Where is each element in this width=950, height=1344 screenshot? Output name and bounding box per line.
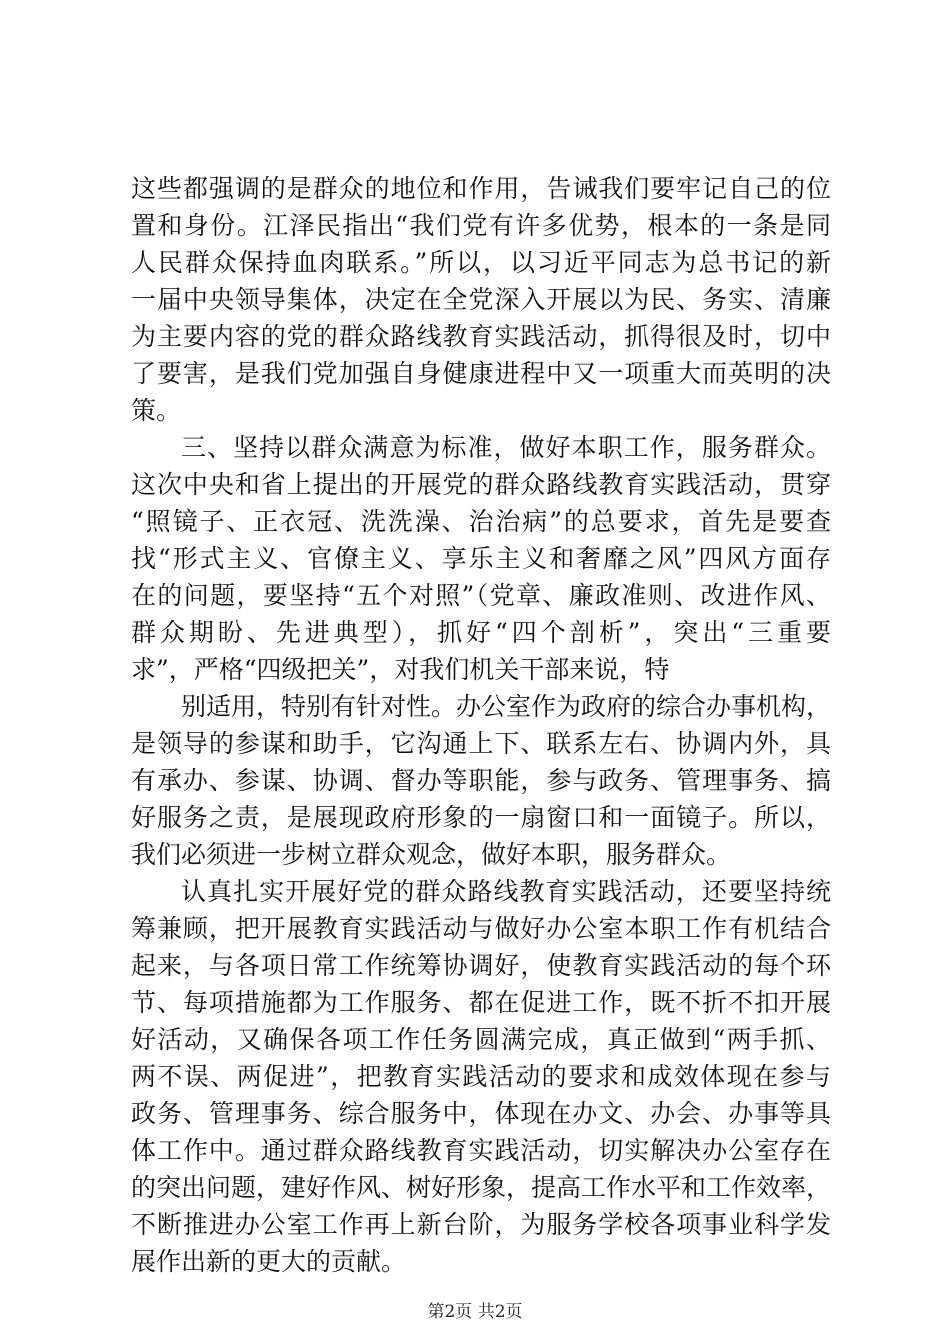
paragraph: [131, 429, 831, 688]
text-line: 的突出问题，建好作风、树好形象，提高工作水平和工作效率，: [131, 1173, 832, 1202]
text-line: 我们必须进一步树立群众观念，做好本职，服务群众。: [131, 840, 732, 869]
text-line: 体工作中。通过群众路线教育实践活动，切实解决办公室存在: [131, 1136, 831, 1165]
text-line: 好活动，又确保各项工作任务圆满完成，真正做到“两手抓、: [131, 1025, 831, 1054]
document-body: [131, 170, 831, 1280]
text-line: 这些都强调的是群众的地位和作用，告诫我们要牢记自己的位: [131, 174, 831, 203]
text-line: 节、每项措施都为工作服务、都在促进工作，既不折不扣开展: [131, 988, 831, 1017]
text-line: 别适用，特别有针对性。办公室作为政府的综合办事机构，: [181, 692, 832, 721]
text-line: 这次中央和省上提出的开展党的群众路线教育实践活动，贯穿: [131, 470, 831, 499]
text-line: 人民群众保持血肉联系。”所以，以习近平同志为总书记的新: [131, 248, 831, 277]
text-line: 群众期盼、先进典型），抓好“四个剖析”，突出“三重要: [131, 618, 831, 647]
text-line: 有承办、参谋、协调、督办等职能，参与政务、管理事务、搞: [131, 766, 831, 795]
text-line: “照镜子、正衣冠、洗洗澡、治治病”的总要求，首先是要查: [131, 507, 831, 536]
paragraph: [131, 170, 831, 429]
page-number-footer: 第2页 共2页: [427, 1302, 523, 1322]
text-line: 两不误、两促进”，把教育实践活动的要求和成效体现在参与: [131, 1062, 831, 1091]
text-line: 认真扎实开展好党的群众路线教育实践活动，还要坚持统: [181, 877, 831, 906]
text-line: 策。: [131, 396, 182, 425]
text-line: 了要害，是我们党加强自身健康进程中又一项重大而英明的决: [131, 359, 831, 388]
text-line: 在的问题，要坚持“五个对照”（党章、廉政准则、改进作风、: [131, 581, 831, 610]
text-line: 一届中央领导集体，决定在全党深入开展以为民、务实、清廉: [131, 285, 831, 314]
text-line: 起来，与各项日常工作统筹协调好，使教育实践活动的每个环: [131, 951, 831, 980]
text-line: 三、坚持以群众满意为标准，做好本职工作，服务群众。: [181, 433, 831, 462]
text-line: 为主要内容的党的群众路线教育实践活动，抓得很及时，切中: [131, 322, 831, 351]
text-line: 筹兼顾，把开展教育实践活动与做好办公室本职工作有机结合: [131, 914, 831, 943]
text-line: 置和身份。江泽民指出“我们党有许多优势，根本的一条是同: [131, 211, 831, 240]
text-line: 不断推进办公室工作再上新台阶，为服务学校各项事业科学发: [131, 1210, 831, 1239]
text-line: 展作出新的更大的贡献。: [131, 1247, 407, 1276]
text-line: 好服务之责，是展现政府形象的一扇窗口和一面镜子。所以，: [131, 803, 831, 832]
paragraph: [131, 688, 831, 873]
text-line: 找“形式主义、官僚主义、享乐主义和奢靡之风”四风方面存: [131, 544, 831, 573]
text-line: 政务、管理事务、综合服务中，体现在办文、办会、办事等具: [131, 1099, 831, 1128]
paragraph: [131, 873, 831, 1280]
text-line: 是领导的参谋和助手，它沟通上下、联系左右、协调内外，具: [131, 729, 831, 758]
text-line: 求”，严格“四级把关”，对我们机关干部来说，特: [131, 655, 670, 684]
